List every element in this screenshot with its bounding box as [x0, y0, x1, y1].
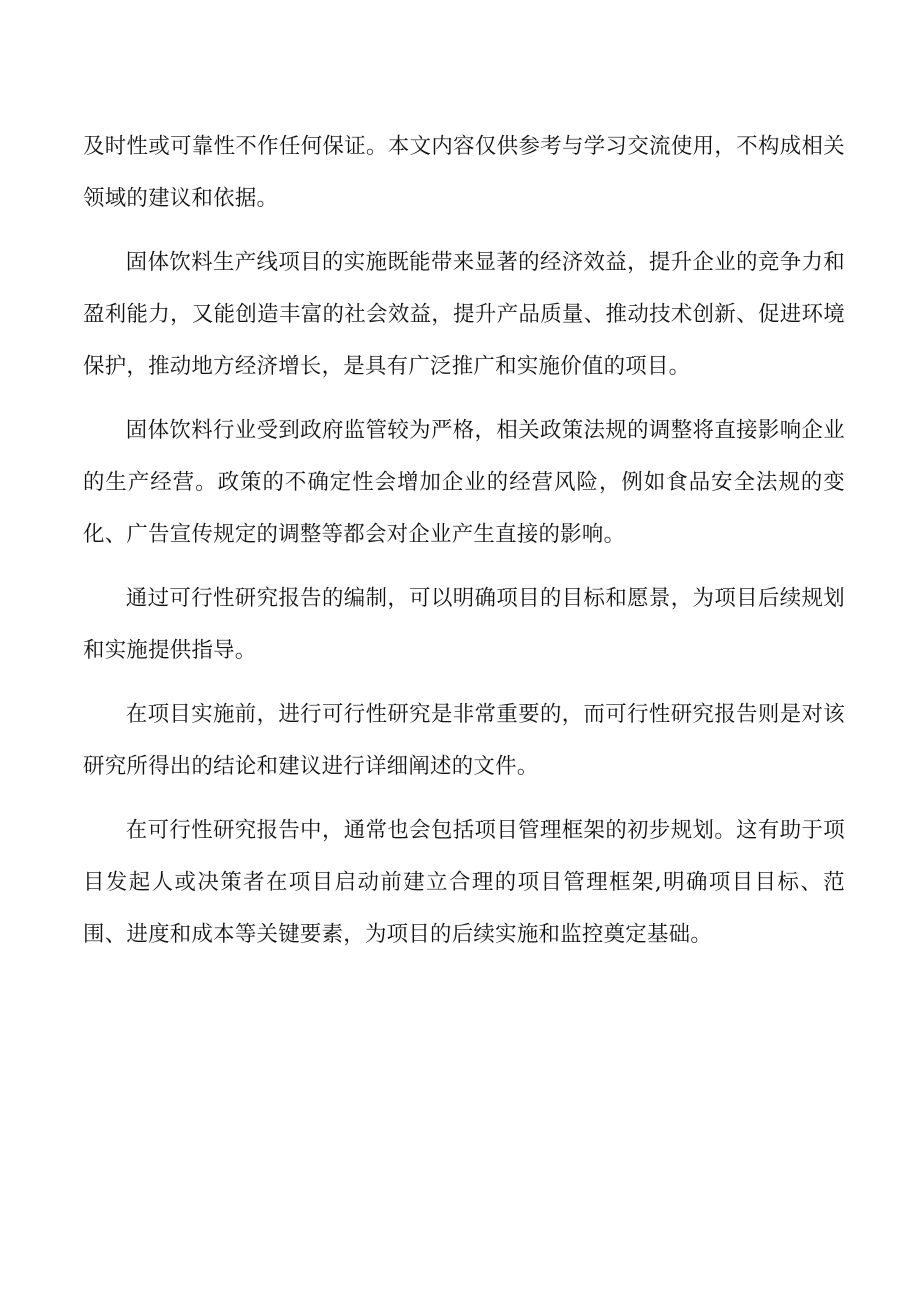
document-body [83, 121, 845, 973]
paragraph-disclaimer-continued: 及时性或可靠性不作任何保证。本文内容仅供参考与学习交流使用，不构成相关领域的建议和依据。 [83, 134, 845, 211]
paragraph-report-purpose: 通过可行性研究报告的编制，可以明确项目的目标和愿景，为项目后续规划和实施提供指导。 [83, 586, 845, 663]
paragraph-management-framework: 在可行性研究报告中，通常也会包括项目管理框架的初步规划。这有助于项目发起人或决策者在项目启动前建立合理的项目管理框架,明确项目目标、范围、进度和成本等关键要素，为项目的后续实施和监控奠定基础。 [83, 818, 845, 947]
paragraph-project-benefits: 固体饮料生产线项目的实施既能带来显著的经济效益，提升企业的竞争力和盈利能力，又能创造丰富的社会效益，提升产品质量、推动技术创新、促进环境保护，推动地方经济增长，是具有广泛推广和实施价值的项目。 [83, 250, 845, 379]
paragraph-regulatory-risk: 固体饮料行业受到政府监管较为严格，相关政策法规的调整将直接影响企业的生产经营。政策的不确定性会增加企业的经营风险，例如食品安全法规的变化、广告宣传规定的调整等都会对企业产生直接的影响。 [83, 418, 845, 547]
paragraph-feasibility-importance: 在项目实施前，进行可行性研究是非常重要的，而可行性研究报告则是对该研究所得出的结论和建议进行详细阐述的文件。 [83, 702, 845, 779]
